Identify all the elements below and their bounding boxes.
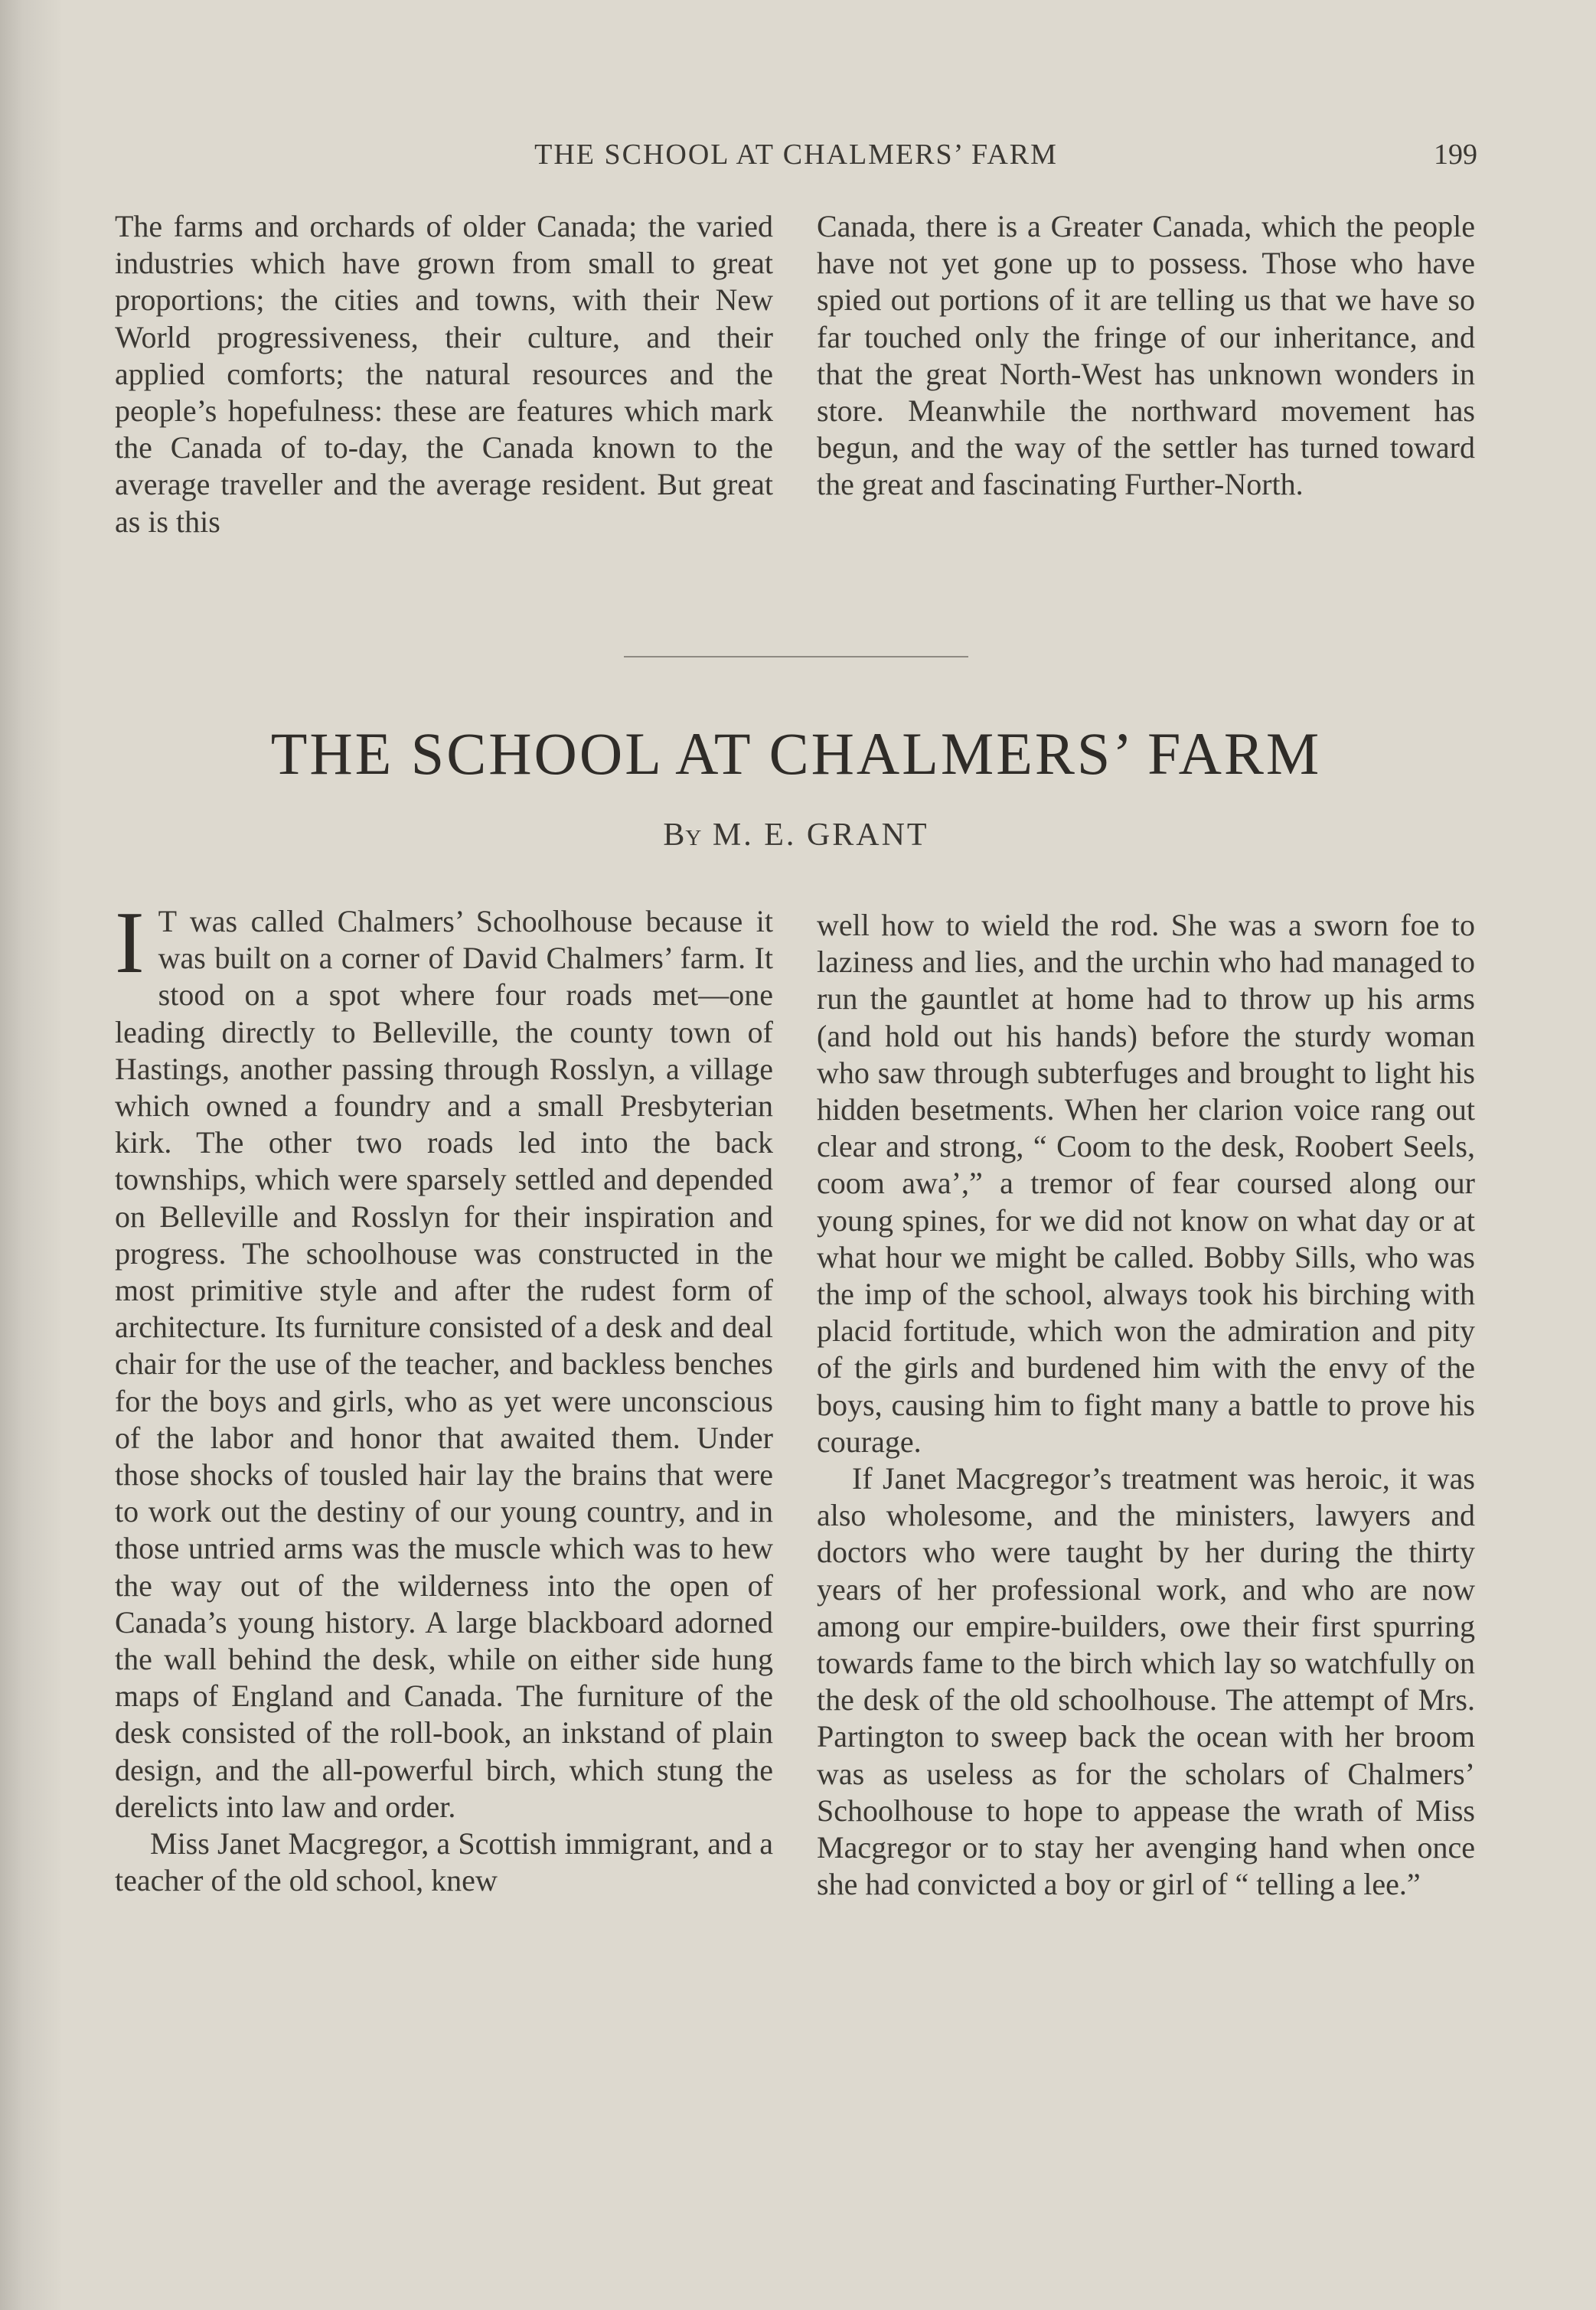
article-paragraph-1-text: T was called Chalmers’ Schoolhouse because it was built on a corner of David Chalmers’ farm. It stood on a spot where four roads met—one leading directly to Belleville, the county town of Hastings, another passing through Rosslyn, a village which owned a foundry and a small Presbyterian kirk. The other two roads led into the back townships, which were sparsely settled and depended on Belleville and Rosslyn for their inspiration and progress. The schoolhouse was constructed in the most primitive style and after the rudest form of architecture. Its furniture consisted of a desk and deal chair for the use of the teacher, and backless benches for the boys and girls, who as yet were unconscious of the labor and honor that awaited them. Under those shocks of tousled hair lay the brains that were to work out the destiny of our young country, and in those untried arms was the muscle which was to hew the way out of the wilderness into the open of Canada’s young history. A large blackboard adorned the wall behind the desk, while on either side hung maps of England and Canada. The furniture of the desk consisted of the roll-book, an inkstand of plain design, and the all-powerful birch, which stung the derelicts into law and order. — [115, 904, 773, 1824]
section-divider — [624, 656, 968, 657]
article-title: THE SCHOOL AT CHALMERS’ FARM — [270, 720, 1322, 787]
article-paragraph-2: Miss Janet Macgregor, a Scottish immigrant, and a teacher of the old school, knew — [115, 1826, 773, 1898]
intro-left-text: The farms and orchards of older Canada; the varied industries which have grown from small to great proportions; the cities and towns, with their New World progressiveness, their culture, and their applied comforts; the natural resources and the people’s hopefulness: these are features which mark the Canada of to-day, the Canada known to the average traveller and the average resident. But great as is this — [115, 209, 773, 539]
article-column-right — [817, 907, 1475, 1903]
running-head — [115, 138, 1477, 184]
page-gutter-shadow — [0, 0, 61, 2310]
article-paragraph-4: If Janet Macgregor’s treatment was heroic, it was also wholesome, and the ministers, lawyers and doctors who were taught by her during the thirty years of her professional work, and who are now among our empire-builders, owe their first spurring towards fame to the birch which lay so watchfully on the desk of the old schoolhouse. The attempt of Mrs. Partington to sweep back the ocean with her broom was as useless as for the scholars of Chalmers’ Schoolhouse to hope to appease the wrath of Miss Macgregor or to stay her avenging hand when once she had convicted a boy or girl of “ telling a lee.” — [817, 1461, 1475, 1902]
page-number: 199 — [1434, 139, 1477, 171]
intro-column-right — [817, 208, 1475, 504]
article-paragraph-1 — [115, 894, 773, 1825]
byline-author: M. E. GRANT — [712, 817, 929, 853]
byline — [115, 817, 1477, 853]
article-column-left — [115, 894, 773, 1899]
drop-cap: I — [115, 894, 145, 992]
intro-column-left — [115, 208, 773, 540]
article-paragraph-3: well how to wield the rod. She was a sworn foe to laziness and lies, and the urchin who had managed to run the gauntlet at home had to throw up his arms (and hold out his hands) before the sturdy woman who saw through subterfuges and brought to light his hidden besetments. When her clarion voice rang out clear and strong, “ Coom to the desk, Roobert Seels, coom awa’,” a tremor of fear coursed along our young spines, for we did not know on what day or at what hour we might be called. Bobby Sills, who was the imp of the school, always took his birching with placid fortitude, which won the admiration and pity of the girls and burdened him with the envy of the boys, causing him to fight many a battle to prove his courage. — [817, 908, 1475, 1459]
byline-prefix: By — [663, 817, 703, 853]
running-head-title: THE SCHOOL AT CHALMERS’ FARM — [534, 139, 1058, 171]
intro-right-text: Canada, there is a Greater Canada, which the people have not yet gone up to possess. Those who have spied out portions of it are telling us that we have so far touched only the fringe of our inheritance, and that the great North-West has unknown wonders in store. Meanwhile the northward movement has begun, and the way of the settler has turned toward the great and fascinating Further-North. — [817, 209, 1475, 502]
